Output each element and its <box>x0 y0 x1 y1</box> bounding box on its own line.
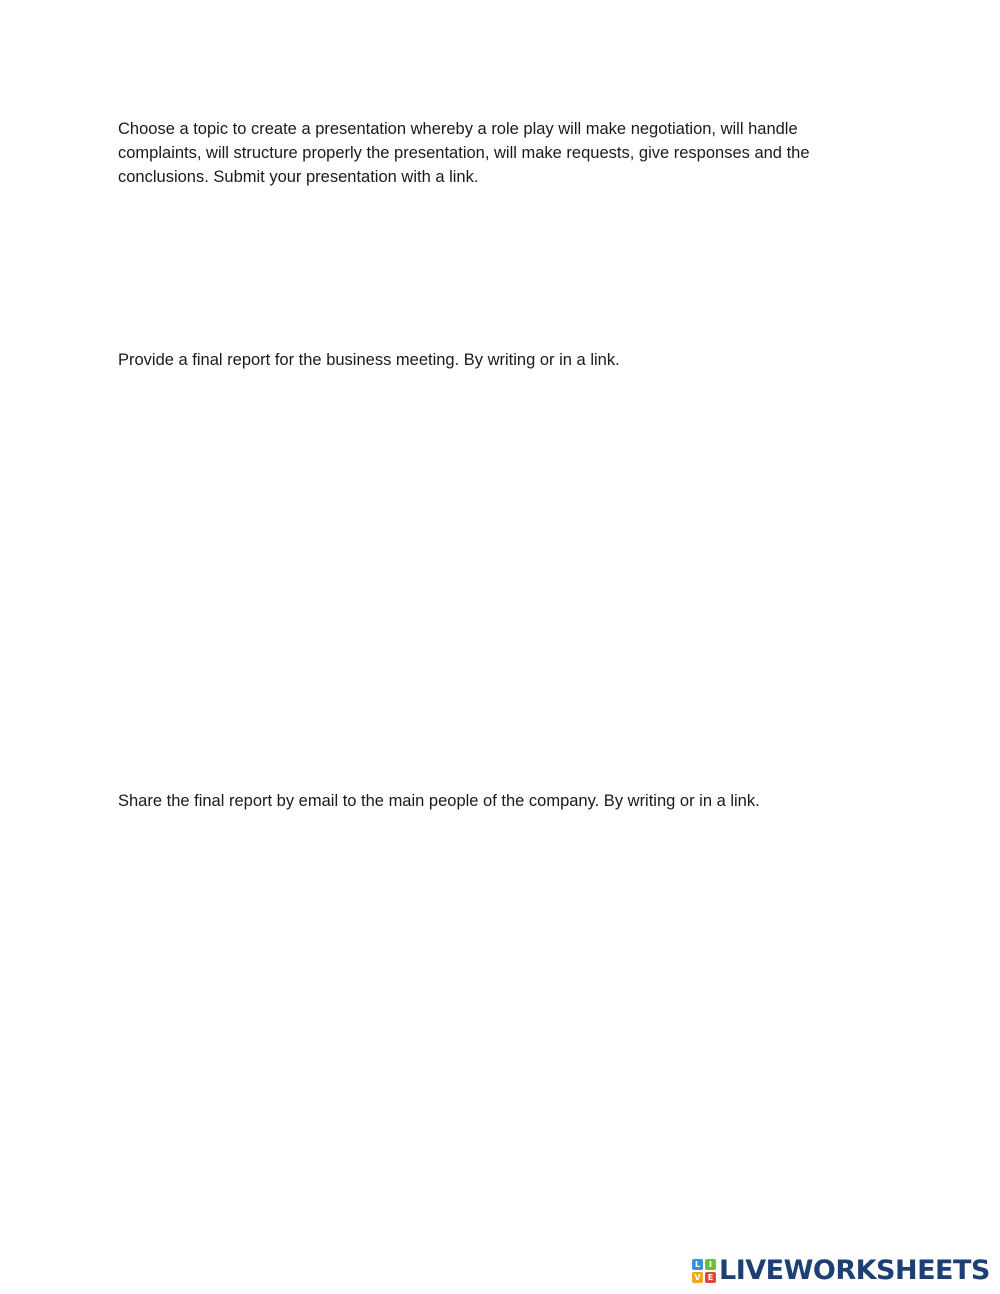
liveworksheets-logo <box>692 1256 990 1286</box>
logo-wordmark: LIVEWORKSHEETS <box>719 1255 990 1286</box>
task-prompt-share-report: Share the final report by email to the main people of the company. By writing or in a link. <box>118 792 760 810</box>
task-prompt-final-report: Provide a final report for the business meeting. By writing or in a link. <box>118 351 620 369</box>
logo-mark-icon: L I V E <box>692 1259 716 1283</box>
task-prompt-presentation: Choose a topic to create a presentation whereby a role play will make negotiation, will handle complaints, will structure properly the presentation, will make requests, give responses and the conclusions. Submit your presentation with a link. <box>118 120 810 186</box>
